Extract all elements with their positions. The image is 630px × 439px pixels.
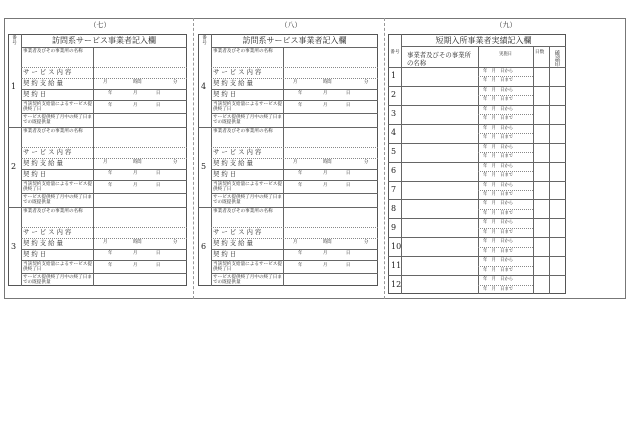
date-to: 年 月 日まで [483, 267, 514, 273]
rule [211, 180, 378, 181]
table-title: 短期入所事業者実績記入欄 [435, 36, 532, 45]
rule [478, 266, 533, 267]
panel-label: （八） [280, 21, 302, 29]
entry-number: 5 [391, 147, 397, 157]
rule [388, 86, 566, 87]
entry-number: 5 [201, 162, 207, 171]
row-label-service: サービス内容 [23, 228, 74, 236]
unit-label: 日 [346, 91, 351, 96]
unit-label: 時間 [323, 80, 332, 85]
date-from: 年 月 日から [483, 258, 514, 264]
unit-label: 月 [133, 171, 138, 176]
entry-number: 4 [201, 82, 207, 91]
row-label-service: サービス内容 [23, 68, 74, 76]
date-from: 年 月 日から [483, 201, 514, 207]
rule [21, 273, 187, 274]
date-to: 年 月 日まで [483, 229, 514, 235]
unit-label: 月 [323, 103, 328, 108]
rule [478, 152, 533, 153]
row-label-remaining: 当該契約支給量によるサービス提供終了日 [213, 102, 282, 113]
rule [388, 237, 566, 238]
rule [478, 228, 533, 229]
unit-label: 時間 [133, 240, 142, 245]
rule [211, 100, 378, 101]
rule [8, 127, 187, 128]
date-header: 実施日 [499, 52, 512, 57]
row-label-used: サービス提供終了月中の終了日までの既提供量 [23, 195, 92, 206]
entry-number: 12 [391, 279, 402, 289]
unit-label: 月 [293, 80, 298, 85]
date-from: 年 月 日から [483, 125, 514, 131]
rule [211, 273, 378, 274]
rule [478, 247, 533, 248]
rule [8, 207, 187, 208]
rule [198, 127, 378, 128]
unit-label: 時間 [323, 240, 332, 245]
entry-number: 3 [11, 242, 17, 251]
rule [21, 47, 187, 48]
entry-number: 4 [391, 128, 397, 138]
row-label-contract-date: 契約日 [23, 170, 49, 178]
unit-label: 月 [323, 171, 328, 176]
rule [21, 180, 187, 181]
panel-separator [384, 18, 385, 299]
entry-number: 6 [391, 166, 397, 176]
row-label-used: サービス提供終了月中の終了日までの既提供量 [213, 195, 282, 206]
rule [21, 193, 187, 194]
date-to: 年 月 日まで [483, 210, 514, 216]
unit-label: 年 [298, 103, 303, 108]
unit-label: 時間 [323, 160, 332, 165]
row-label-remaining: 当該契約支給量によるサービス提供終了日 [213, 182, 282, 193]
entry-number: 3 [391, 109, 397, 119]
unit-label: 月 [133, 183, 138, 188]
entry-number: 1 [11, 82, 17, 91]
row-label-amount: 契約支給量 [23, 239, 65, 247]
row-label-contract-date: 契約日 [23, 90, 49, 98]
row-label-service: サービス内容 [213, 228, 264, 236]
unit-label: 日 [346, 171, 351, 176]
row-label-amount: 契約支給量 [213, 79, 255, 87]
unit-label: 日 [156, 171, 161, 176]
date-to: 年 月 日まで [483, 286, 514, 292]
row-label-amount: 契約支給量 [213, 159, 255, 167]
unit-label: 月 [133, 103, 138, 108]
unit-label: 年 [108, 91, 113, 96]
unit-label: 年 [298, 183, 303, 188]
number-header: 番号 [202, 36, 207, 47]
unit-label: 日 [346, 263, 351, 268]
unit-label: 分 [364, 80, 369, 85]
row-label-service: サービス内容 [213, 148, 264, 156]
rule [401, 46, 566, 47]
unit-label: 日 [156, 103, 161, 108]
unit-label: 分 [173, 160, 178, 165]
entry-number: 1 [391, 71, 397, 81]
date-to: 年 月 日まで [483, 97, 514, 103]
row-label-contract-date: 契約日 [23, 250, 49, 258]
unit-label: 分 [173, 240, 178, 245]
unit-label: 年 [108, 263, 113, 268]
unit-label: 月 [293, 160, 298, 165]
rule [478, 285, 533, 286]
rule [283, 47, 284, 286]
unit-label: 分 [364, 240, 369, 245]
entry-number: 7 [391, 184, 397, 194]
rule [478, 190, 533, 191]
table-title: 訪問系サービス事業者記入欄 [242, 36, 347, 45]
unit-label: 月 [133, 251, 138, 256]
row-label-contract-date: 契約日 [213, 170, 239, 178]
entry-number: 6 [201, 242, 207, 251]
unit-label: 年 [108, 103, 113, 108]
rule [478, 171, 533, 172]
row-label-amount: 契約支給量 [213, 239, 255, 247]
date-from: 年 月 日から [483, 144, 514, 150]
row-label-amount: 契約支給量 [23, 159, 65, 167]
row-label-contract-date: 契約日 [213, 250, 239, 258]
row-label-used: サービス提供終了月中の終了日までの既提供量 [23, 275, 92, 286]
rule [388, 143, 566, 144]
rule [388, 218, 566, 219]
row-label-used: サービス提供終了月中の終了日までの既提供量 [23, 115, 92, 126]
rule [93, 47, 94, 286]
provider-header: 事業者及びその事業所の名称 [407, 51, 471, 68]
row-label-remaining: 当該契約支給量によるサービス提供終了日 [23, 182, 92, 193]
date-from: 年 月 日から [483, 106, 514, 112]
unit-label: 月 [323, 91, 328, 96]
date-from: 年 月 日から [483, 277, 514, 283]
rule [388, 124, 566, 125]
unit-label: 月 [323, 263, 328, 268]
entry-number: 2 [391, 90, 397, 100]
unit-label: 分 [173, 80, 178, 85]
rule [211, 47, 378, 48]
row-label-amount: 契約支給量 [23, 79, 65, 87]
table-title: 訪問系サービス事業者記入欄 [52, 36, 156, 45]
rule [388, 162, 566, 163]
date-from: 年 月 日から [483, 69, 514, 74]
row-label-provider: 事業者及びその事業所の名称 [23, 129, 83, 134]
rule [388, 275, 566, 276]
rule [388, 199, 566, 200]
unit-label: 年 [108, 171, 113, 176]
unit-label: 月 [323, 183, 328, 188]
date-to: 年 月 日まで [483, 78, 514, 84]
unit-label: 年 [108, 251, 113, 256]
row-label-remaining: 当該契約支給量によるサービス提供終了日 [23, 262, 92, 273]
date-to: 年 月 日まで [483, 248, 514, 254]
stamp-header: 確認印 [553, 50, 560, 67]
panel-label: （七） [89, 21, 111, 29]
unit-label: 分 [364, 160, 369, 165]
number-header: 番号 [12, 36, 17, 47]
row-label-contract-date: 契約日 [213, 90, 239, 98]
unit-label: 日 [346, 251, 351, 256]
rule [478, 209, 533, 210]
unit-label: 月 [323, 251, 328, 256]
row-label-provider: 事業者及びその事業所の名称 [213, 209, 273, 214]
rule [211, 260, 378, 261]
unit-label: 月 [103, 240, 108, 245]
panel-separator [193, 18, 194, 299]
unit-label: 日 [156, 263, 161, 268]
row-label-remaining: 当該契約支給量によるサービス提供終了日 [23, 102, 92, 113]
date-from: 年 月 日から [483, 239, 514, 245]
date-to: 年 月 日まで [483, 154, 514, 160]
unit-label: 月 [293, 240, 298, 245]
entry-number: 8 [391, 203, 397, 213]
row-label-service: サービス内容 [213, 68, 264, 76]
entry-number: 11 [391, 260, 402, 270]
unit-label: 日 [346, 103, 351, 108]
unit-label: 月 [133, 91, 138, 96]
unit-label: 月 [103, 160, 108, 165]
number-header: 番号 [390, 50, 400, 55]
date-to: 年 月 日まで [483, 135, 514, 141]
rule [388, 105, 566, 106]
unit-label: 時間 [133, 160, 142, 165]
unit-label: 日 [156, 183, 161, 188]
row-label-provider: 事業者及びその事業所の名称 [23, 49, 83, 54]
unit-label: 日 [346, 183, 351, 188]
row-label-used: サービス提供終了月中の終了日までの既提供量 [213, 115, 282, 126]
date-from: 年 月 日から [483, 87, 514, 93]
row-label-used: サービス提供終了月中の終了日までの既提供量 [213, 275, 282, 286]
unit-label: 月 [133, 263, 138, 268]
rule [21, 100, 187, 101]
unit-label: 年 [108, 183, 113, 188]
unit-label: 時間 [133, 80, 142, 85]
date-from: 年 月 日から [483, 163, 514, 169]
entry-number: 9 [391, 222, 397, 232]
date-to: 年 月 日まで [483, 116, 514, 122]
entry-number: 10 [391, 241, 402, 251]
unit-label: 年 [298, 171, 303, 176]
date-to: 年 月 日まで [483, 173, 514, 179]
rule [388, 181, 566, 182]
table-frame [388, 34, 566, 294]
rule [211, 193, 378, 194]
unit-label: 月 [103, 80, 108, 85]
rule [388, 67, 566, 68]
unit-label: 日 [156, 251, 161, 256]
row-label-provider: 事業者及びその事業所の名称 [213, 129, 273, 134]
date-from: 年 月 日から [483, 182, 514, 188]
rule [21, 113, 187, 114]
rule [198, 207, 378, 208]
unit-label: 年 [298, 263, 303, 268]
date-to: 年 月 日まで [483, 191, 514, 197]
rule [401, 34, 402, 294]
rule [21, 260, 187, 261]
row-label-provider: 事業者及びその事業所の名称 [213, 49, 273, 54]
rule [388, 256, 566, 257]
days-header: 日数 [535, 50, 545, 55]
unit-label: 年 [298, 251, 303, 256]
unit-label: 日 [156, 91, 161, 96]
unit-label: 年 [298, 91, 303, 96]
row-label-remaining: 当該契約支給量によるサービス提供終了日 [213, 262, 282, 273]
panel-label: （九） [495, 21, 517, 29]
row-label-service: サービス内容 [23, 148, 74, 156]
date-from: 年 月 日から [483, 220, 514, 226]
entry-number: 2 [11, 162, 17, 171]
row-label-provider: 事業者及びその事業所の名称 [23, 209, 83, 214]
rule [211, 113, 378, 114]
